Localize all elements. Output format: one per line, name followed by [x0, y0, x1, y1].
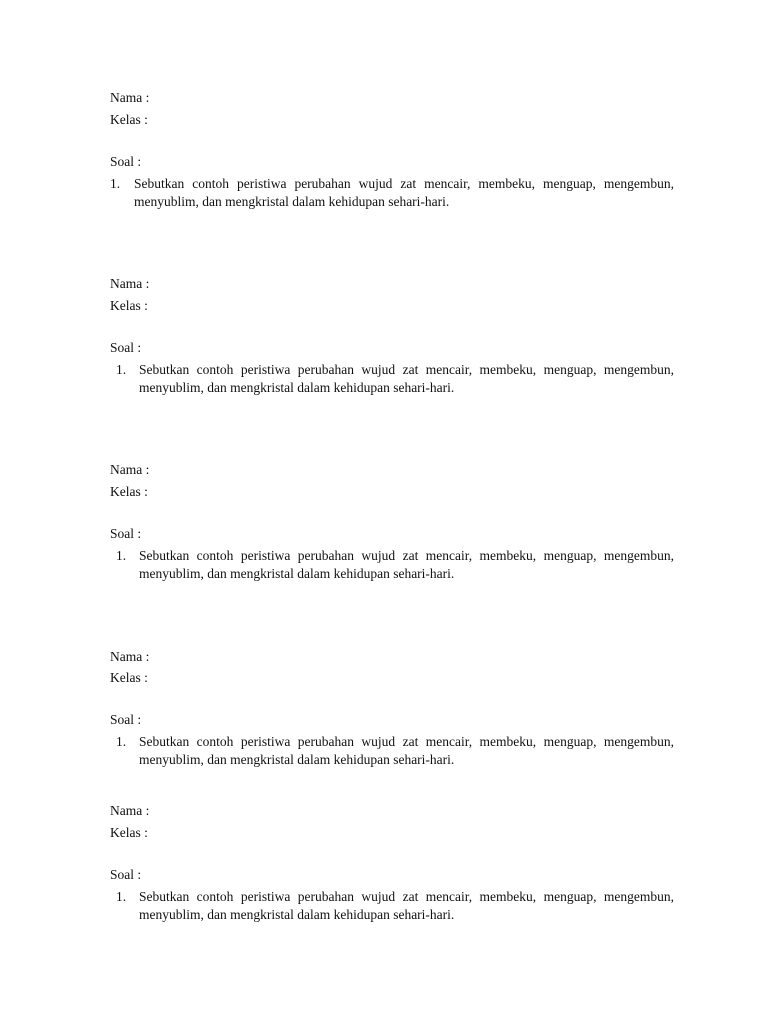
question-number: 1.: [116, 548, 127, 563]
kelas-label: Kelas :: [110, 484, 148, 499]
soal-label: Soal :: [110, 526, 142, 541]
kelas-label: Kelas :: [110, 825, 148, 840]
question-line-1: Sebutkan contoh peristiwa perubahan wujud zat mencair, membeku, menguap, mengembun,: [139, 362, 674, 377]
soal-label: Soal :: [110, 712, 142, 727]
nama-label: Nama :: [110, 803, 150, 818]
worksheet-block-2: [110, 275, 674, 405]
question-text: [139, 361, 674, 396]
kelas-label: Kelas :: [110, 298, 148, 313]
nama-label: Nama :: [110, 276, 150, 291]
question-line-2: menyublim, dan mengkristal dalam kehidupan sehari-hari.: [134, 193, 450, 209]
question-number: 1.: [116, 734, 127, 749]
question-number: 1.: [110, 176, 121, 191]
question-line-1: Sebutkan contoh peristiwa perubahan wujud zat mencair, membeku, menguap, mengembun,: [139, 889, 674, 904]
question-number: 1.: [116, 889, 127, 904]
worksheet-block-5: [110, 802, 674, 932]
soal-label: Soal :: [110, 867, 142, 882]
question-text: [139, 547, 674, 582]
question-line-1: Sebutkan contoh peristiwa perubahan wujud zat mencair, membeku, menguap, mengembun,: [139, 548, 674, 563]
question-text: [134, 175, 674, 210]
question-text: [139, 733, 674, 768]
question-line-1: Sebutkan contoh peristiwa perubahan wujud zat mencair, membeku, menguap, mengembun,: [139, 734, 674, 749]
question-line-2: menyublim, dan mengkristal dalam kehidupan sehari-hari.: [139, 906, 455, 922]
worksheet-block-3: [110, 461, 674, 591]
question-line-2: menyublim, dan mengkristal dalam kehidupan sehari-hari.: [139, 565, 455, 581]
kelas-label: Kelas :: [110, 670, 148, 685]
worksheet-block-1: [110, 89, 674, 219]
nama-label: Nama :: [110, 649, 150, 664]
question-number: 1.: [116, 362, 127, 377]
soal-label: Soal :: [110, 154, 142, 169]
question-text: [139, 888, 674, 923]
question-line-2: menyublim, dan mengkristal dalam kehidupan sehari-hari.: [139, 751, 455, 767]
question-line-1: Sebutkan contoh peristiwa perubahan wujud zat mencair, membeku, menguap, mengembun,: [134, 176, 674, 191]
worksheet-block-4: [110, 648, 674, 778]
soal-label: Soal :: [110, 340, 142, 355]
nama-label: Nama :: [110, 90, 150, 105]
kelas-label: Kelas :: [110, 112, 148, 127]
nama-label: Nama :: [110, 462, 150, 477]
question-line-2: menyublim, dan mengkristal dalam kehidupan sehari-hari.: [139, 379, 455, 395]
